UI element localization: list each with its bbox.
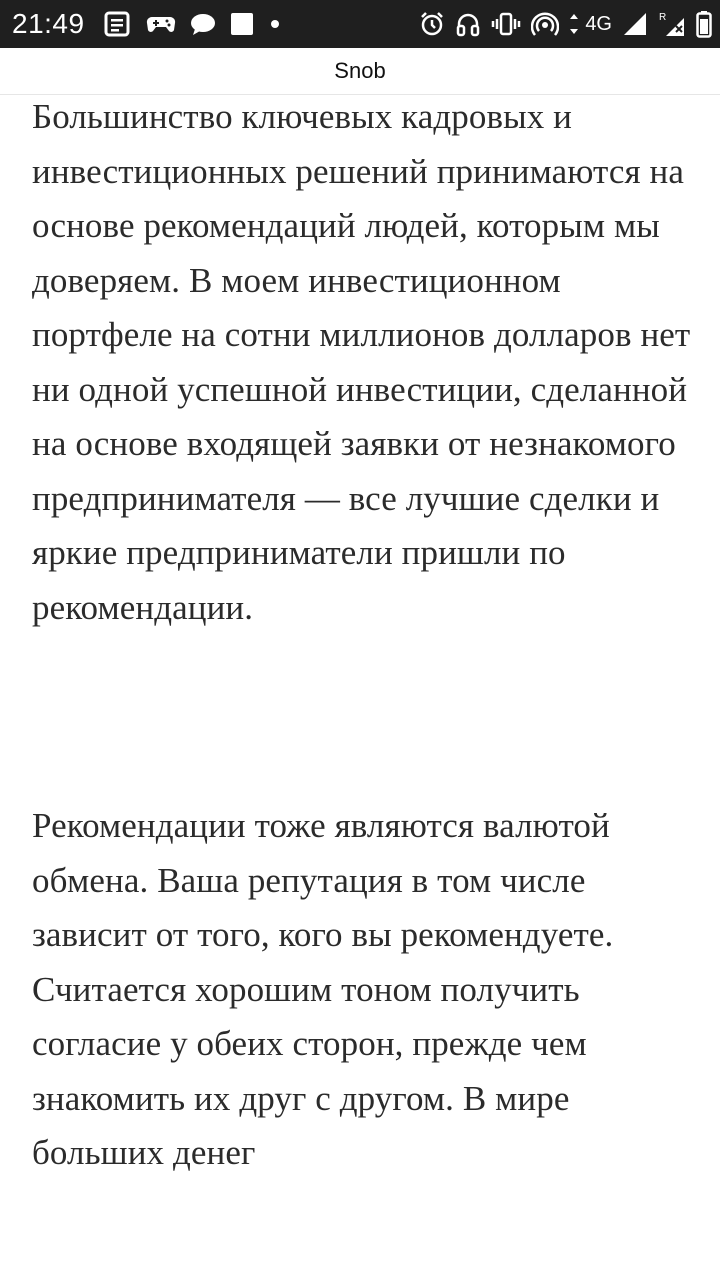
hotspot-icon <box>531 11 559 37</box>
dot-icon <box>268 17 282 31</box>
app-title: Snob <box>334 58 386 83</box>
status-time: 21:49 <box>12 8 85 39</box>
game-controller-icon <box>146 12 176 36</box>
chat-icon <box>190 12 216 36</box>
vibrate-icon <box>491 12 521 36</box>
alarm-icon <box>419 11 445 37</box>
data-arrows-icon <box>569 12 579 36</box>
notification-icons <box>104 8 282 40</box>
square-icon <box>230 12 254 36</box>
svg-text:R: R <box>659 12 667 23</box>
system-icons <box>419 8 712 40</box>
battery-icon <box>696 10 712 38</box>
headphones-icon <box>455 11 481 37</box>
network-type-label: 4G <box>585 13 612 35</box>
news-icon <box>104 11 132 37</box>
status-bar <box>0 0 720 48</box>
roaming-signal-icon <box>658 10 686 38</box>
signal-icon <box>622 11 648 37</box>
app-title-bar <box>0 48 720 95</box>
article-paragraph: Большинство ключевых кадровых и инвестиционных решений принимаются на основе рекомендаций людей, которым мы доверяем. В моем инвестиционном портфеле на сотни миллионов долларов нет ни одной успешной инвестиции, сделанной на основе входящей заявки от незнакомого предпринимателя — все лучшие сделки и яркие предприниматели пришли по рекомендации. <box>32 97 691 627</box>
article-paragraph: Рекомендации тоже являются валютой обмена. Ваша репутация в том числе зависит от того, кого вы рекомендуете. Считается хорошим тоном получить согласие у обеих сторон, прежде чем знакомить их друг с другом. В мире больших денег <box>32 806 614 1172</box>
article-body <box>32 90 692 1181</box>
